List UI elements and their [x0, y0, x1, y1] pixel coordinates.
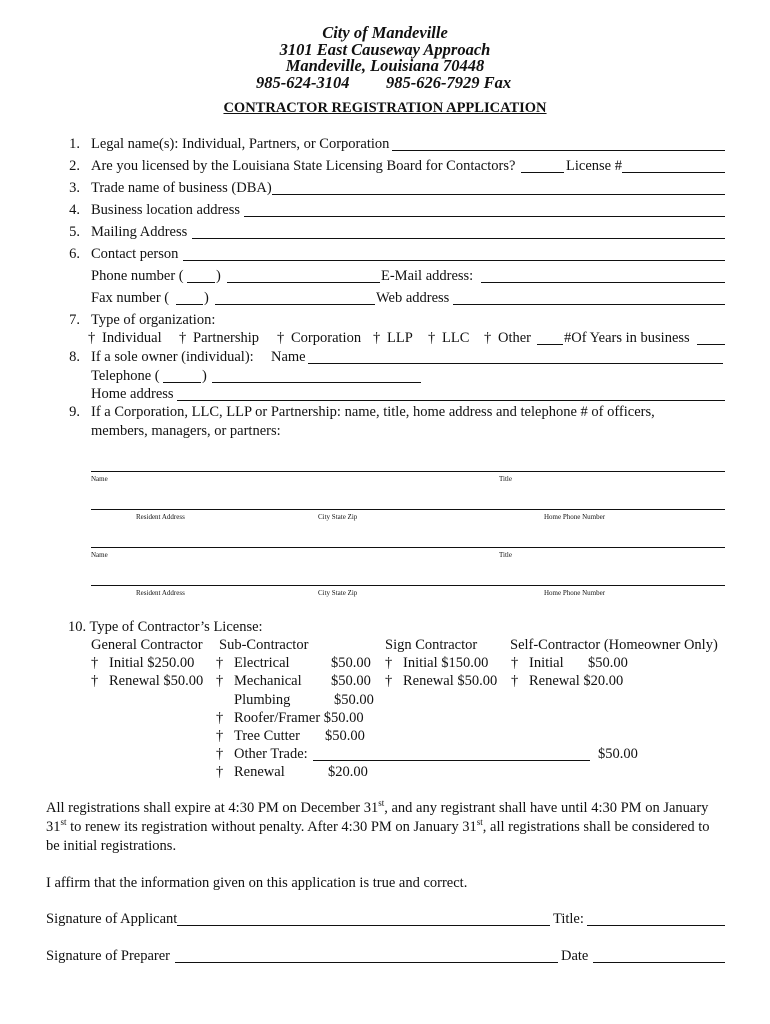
checkbox-icon: †	[216, 728, 224, 744]
checkbox-icon: †	[179, 330, 187, 346]
licensed-answer-field[interactable]	[521, 172, 564, 173]
mailing-address-label: Mailing Address	[91, 224, 188, 240]
sub-electrical-checkbox[interactable]	[216, 655, 290, 672]
sub-mechanical-checkbox[interactable]	[216, 673, 302, 690]
license-option-label: Other Trade:	[234, 746, 308, 762]
org-option-label: Individual	[102, 330, 162, 346]
years-in-business-label: #Of Years in business	[564, 330, 690, 346]
expiration-notice-line-2	[46, 819, 709, 836]
license-option-label: Renewal $50.00	[109, 673, 204, 689]
web-address-label: Web address	[376, 290, 450, 306]
checkbox-icon: †	[91, 655, 99, 671]
sub-plumbing-label: Plumbing	[234, 692, 291, 708]
licensed-question-label: Are you licensed by the Louisiana State Licensing Board for Contactors?	[91, 158, 516, 174]
expiration-text: , and any registrant shall have until 4:30 PM on January	[384, 800, 709, 816]
sub-plumbing-fee: $50.00	[334, 692, 374, 708]
email-label: E-Mail address:	[381, 268, 474, 284]
title-label: Title:	[553, 911, 584, 927]
fax-number-field[interactable]	[215, 304, 375, 305]
contact-person-label: Contact person	[91, 246, 179, 262]
license-option-label: Renewal $50.00	[403, 673, 498, 689]
item-number: 1.	[69, 136, 80, 152]
trade-name-label: Trade name of business (DBA)	[91, 180, 272, 196]
home-address-field[interactable]	[177, 400, 725, 401]
sign-initial-checkbox[interactable]	[385, 655, 488, 672]
org-option-label: Other	[498, 330, 532, 346]
officer-name-caption: Name	[91, 475, 108, 483]
phone-number: 985-624-3104	[256, 73, 350, 92]
org-option-label: Corporation	[291, 330, 362, 346]
officers-question-label-cont: members, managers, or partners:	[91, 423, 281, 439]
officer-title-caption: Title	[499, 551, 512, 559]
license-option-label: Roofer/Framer $50.00	[234, 710, 364, 726]
ordinal-suffix: st	[378, 798, 385, 809]
org-individual-checkbox[interactable]	[88, 330, 162, 347]
phone-close-paren: )	[216, 268, 221, 284]
item-number: 7.	[69, 312, 80, 328]
business-address-label: Business location address	[91, 202, 241, 218]
sign-contractor-heading: Sign Contractor	[385, 637, 478, 653]
checkbox-icon: †	[216, 746, 224, 762]
org-option-label: LLP	[387, 330, 413, 346]
affirmation-statement: I affirm that the information given on this application is true and correct.	[46, 875, 468, 891]
org-option-label: LLC	[442, 330, 470, 346]
license-number-field[interactable]	[622, 172, 725, 173]
phone-label: Phone number (	[91, 268, 184, 284]
city-state-zip: Mandeville, Louisiana 70448	[285, 56, 485, 75]
sub-tree-cutter-checkbox[interactable]	[216, 728, 300, 745]
self-contractor-heading: Self-Contractor (Homeowner Only)	[510, 637, 718, 653]
license-option-label: Mechanical	[234, 673, 302, 689]
signature-applicant-field[interactable]	[177, 925, 550, 926]
ordinal-suffix: st	[60, 817, 67, 828]
legal-name-label: Legal name(s): Individual, Partners, or Corporation	[91, 136, 390, 152]
fax-area-code-field[interactable]	[176, 304, 203, 305]
officer-title-caption: Title	[499, 475, 512, 483]
checkbox-icon: †	[91, 673, 99, 689]
phone-area-code-field[interactable]	[187, 282, 215, 283]
date-label: Date	[561, 948, 589, 964]
checkbox-icon: †	[216, 710, 224, 726]
officer-1-name-title-line[interactable]	[91, 471, 725, 472]
general-renewal-checkbox[interactable]	[91, 673, 203, 690]
officer-2-name-title-line[interactable]	[91, 547, 725, 548]
org-other-field[interactable]	[537, 344, 563, 345]
sole-owner-name-field[interactable]	[308, 363, 723, 364]
checkbox-icon: †	[216, 764, 224, 780]
license-option-label: Initial $250.00	[109, 655, 195, 671]
telephone-area-code-field[interactable]	[163, 382, 201, 383]
sign-renewal-checkbox[interactable]	[385, 673, 497, 690]
street-address: 3101 East Causeway Approach	[279, 40, 491, 59]
checkbox-icon: †	[428, 330, 436, 346]
sub-mechanical-fee: $50.00	[331, 673, 371, 689]
sub-other-trade-fee: $50.00	[598, 746, 638, 762]
checkbox-icon: †	[385, 673, 393, 689]
item-number: 4.	[69, 202, 80, 218]
officers-question-label: If a Corporation, LLC, LLP or Partnership: name, title, home address and telephone # of officers,	[91, 404, 655, 420]
license-option-label: Renewal $20.00	[529, 673, 624, 689]
checkbox-icon: †	[373, 330, 381, 346]
city-state-zip-caption: City State Zip	[318, 589, 358, 597]
signature-applicant-label: Signature of Applicant	[46, 911, 178, 927]
contact-person-field[interactable]	[183, 260, 725, 261]
city-name: City of Mandeville	[322, 23, 448, 42]
fax-close-paren: )	[204, 290, 209, 306]
checkbox-icon: †	[216, 673, 224, 689]
expiration-notice-line-1	[46, 800, 708, 817]
checkbox-icon: †	[277, 330, 285, 346]
license-option-label: Initial $150.00	[403, 655, 489, 671]
home-address-label: Home address	[91, 386, 174, 402]
item-number: 5.	[69, 224, 80, 240]
license-option-label: Tree Cutter	[234, 728, 300, 744]
org-llp-checkbox[interactable]	[373, 330, 413, 347]
general-initial-checkbox[interactable]	[91, 655, 194, 672]
officer-1-address-line[interactable]	[91, 509, 725, 510]
sub-roofer-checkbox[interactable]	[216, 710, 364, 727]
license-type-heading: 10. Type of Contractor’s License:	[68, 619, 263, 635]
telephone-label: Telephone (	[91, 368, 160, 384]
sole-owner-label: If a sole owner (individual):	[91, 349, 254, 365]
signature-preparer-label: Signature of Preparer	[46, 948, 171, 964]
checkbox-icon: †	[511, 673, 519, 689]
item-number: 6.	[69, 246, 80, 262]
item-number: 9.	[69, 404, 80, 420]
other-trade-field[interactable]	[313, 760, 590, 761]
home-phone-caption: Home Phone Number	[544, 589, 606, 597]
item-number: 3.	[69, 180, 80, 196]
resident-address-caption: Resident Address	[136, 513, 185, 521]
self-initial-checkbox[interactable]	[511, 655, 564, 672]
trade-name-field[interactable]	[272, 194, 725, 195]
legal-name-field[interactable]	[392, 150, 725, 151]
self-initial-fee: $50.00	[588, 655, 628, 671]
sub-tree-cutter-fee: $50.00	[325, 728, 365, 744]
officer-2-address-line[interactable]	[91, 585, 725, 586]
org-other-checkbox[interactable]	[484, 330, 531, 347]
fax-number: 985-626-7929 Fax	[386, 73, 512, 92]
license-option-label: Renewal	[234, 764, 285, 780]
org-option-label: Partnership	[193, 330, 260, 346]
expiration-text: , all registrations shall be considered to	[482, 819, 710, 835]
date-field[interactable]	[593, 962, 725, 963]
checkbox-icon: †	[216, 655, 224, 671]
checkbox-icon: †	[484, 330, 492, 346]
home-phone-caption: Home Phone Number	[544, 513, 606, 521]
sub-renewal-fee: $20.00	[328, 764, 368, 780]
organization-type-label: Type of organization:	[91, 312, 216, 328]
sub-renewal-checkbox[interactable]	[216, 764, 285, 781]
license-option-label: Initial	[529, 655, 564, 671]
self-renewal-checkbox[interactable]	[511, 673, 623, 690]
item-number: 2.	[69, 158, 80, 174]
expiration-text: All registrations shall expire at 4:30 PM on December 31	[46, 800, 379, 816]
ordinal-suffix: st	[476, 817, 483, 828]
officer-name-caption: Name	[91, 551, 108, 559]
license-number-label: License #	[566, 158, 622, 174]
telephone-number-field[interactable]	[212, 382, 421, 383]
business-address-field[interactable]	[244, 216, 725, 217]
fax-label: Fax number (	[91, 290, 170, 306]
mailing-address-field[interactable]	[192, 238, 725, 239]
license-option-label: Electrical	[234, 655, 290, 671]
expiration-text: to renew its registration without penalty. After 4:30 PM on January 31	[66, 819, 477, 835]
org-corporation-checkbox[interactable]	[277, 330, 361, 347]
page-title: CONTRACTOR REGISTRATION APPLICATION	[223, 100, 547, 116]
general-contractor-heading: General Contractor	[91, 637, 203, 653]
item-number: 8.	[69, 349, 80, 365]
org-partnership-checkbox[interactable]	[179, 330, 259, 347]
sub-contractor-heading: Sub-Contractor	[219, 637, 309, 653]
city-state-zip-caption: City State Zip	[318, 513, 358, 521]
web-address-field[interactable]	[453, 304, 725, 305]
sole-owner-name-label: Name	[271, 349, 306, 365]
org-llc-checkbox[interactable]	[428, 330, 469, 347]
checkbox-icon: †	[385, 655, 393, 671]
signature-preparer-field[interactable]	[175, 962, 558, 963]
expiration-notice-line-3: be initial registrations.	[46, 838, 177, 854]
expiration-text: 31	[46, 819, 61, 835]
phone-number-field[interactable]	[227, 282, 380, 283]
checkbox-icon: †	[88, 330, 96, 346]
telephone-close-paren: )	[202, 368, 207, 384]
title-field[interactable]	[587, 925, 725, 926]
email-field[interactable]	[481, 282, 725, 283]
checkbox-icon: †	[511, 655, 519, 671]
sub-electrical-fee: $50.00	[331, 655, 371, 671]
years-in-business-field[interactable]	[697, 344, 725, 345]
resident-address-caption: Resident Address	[136, 589, 185, 597]
sub-other-trade-checkbox[interactable]	[216, 746, 308, 763]
